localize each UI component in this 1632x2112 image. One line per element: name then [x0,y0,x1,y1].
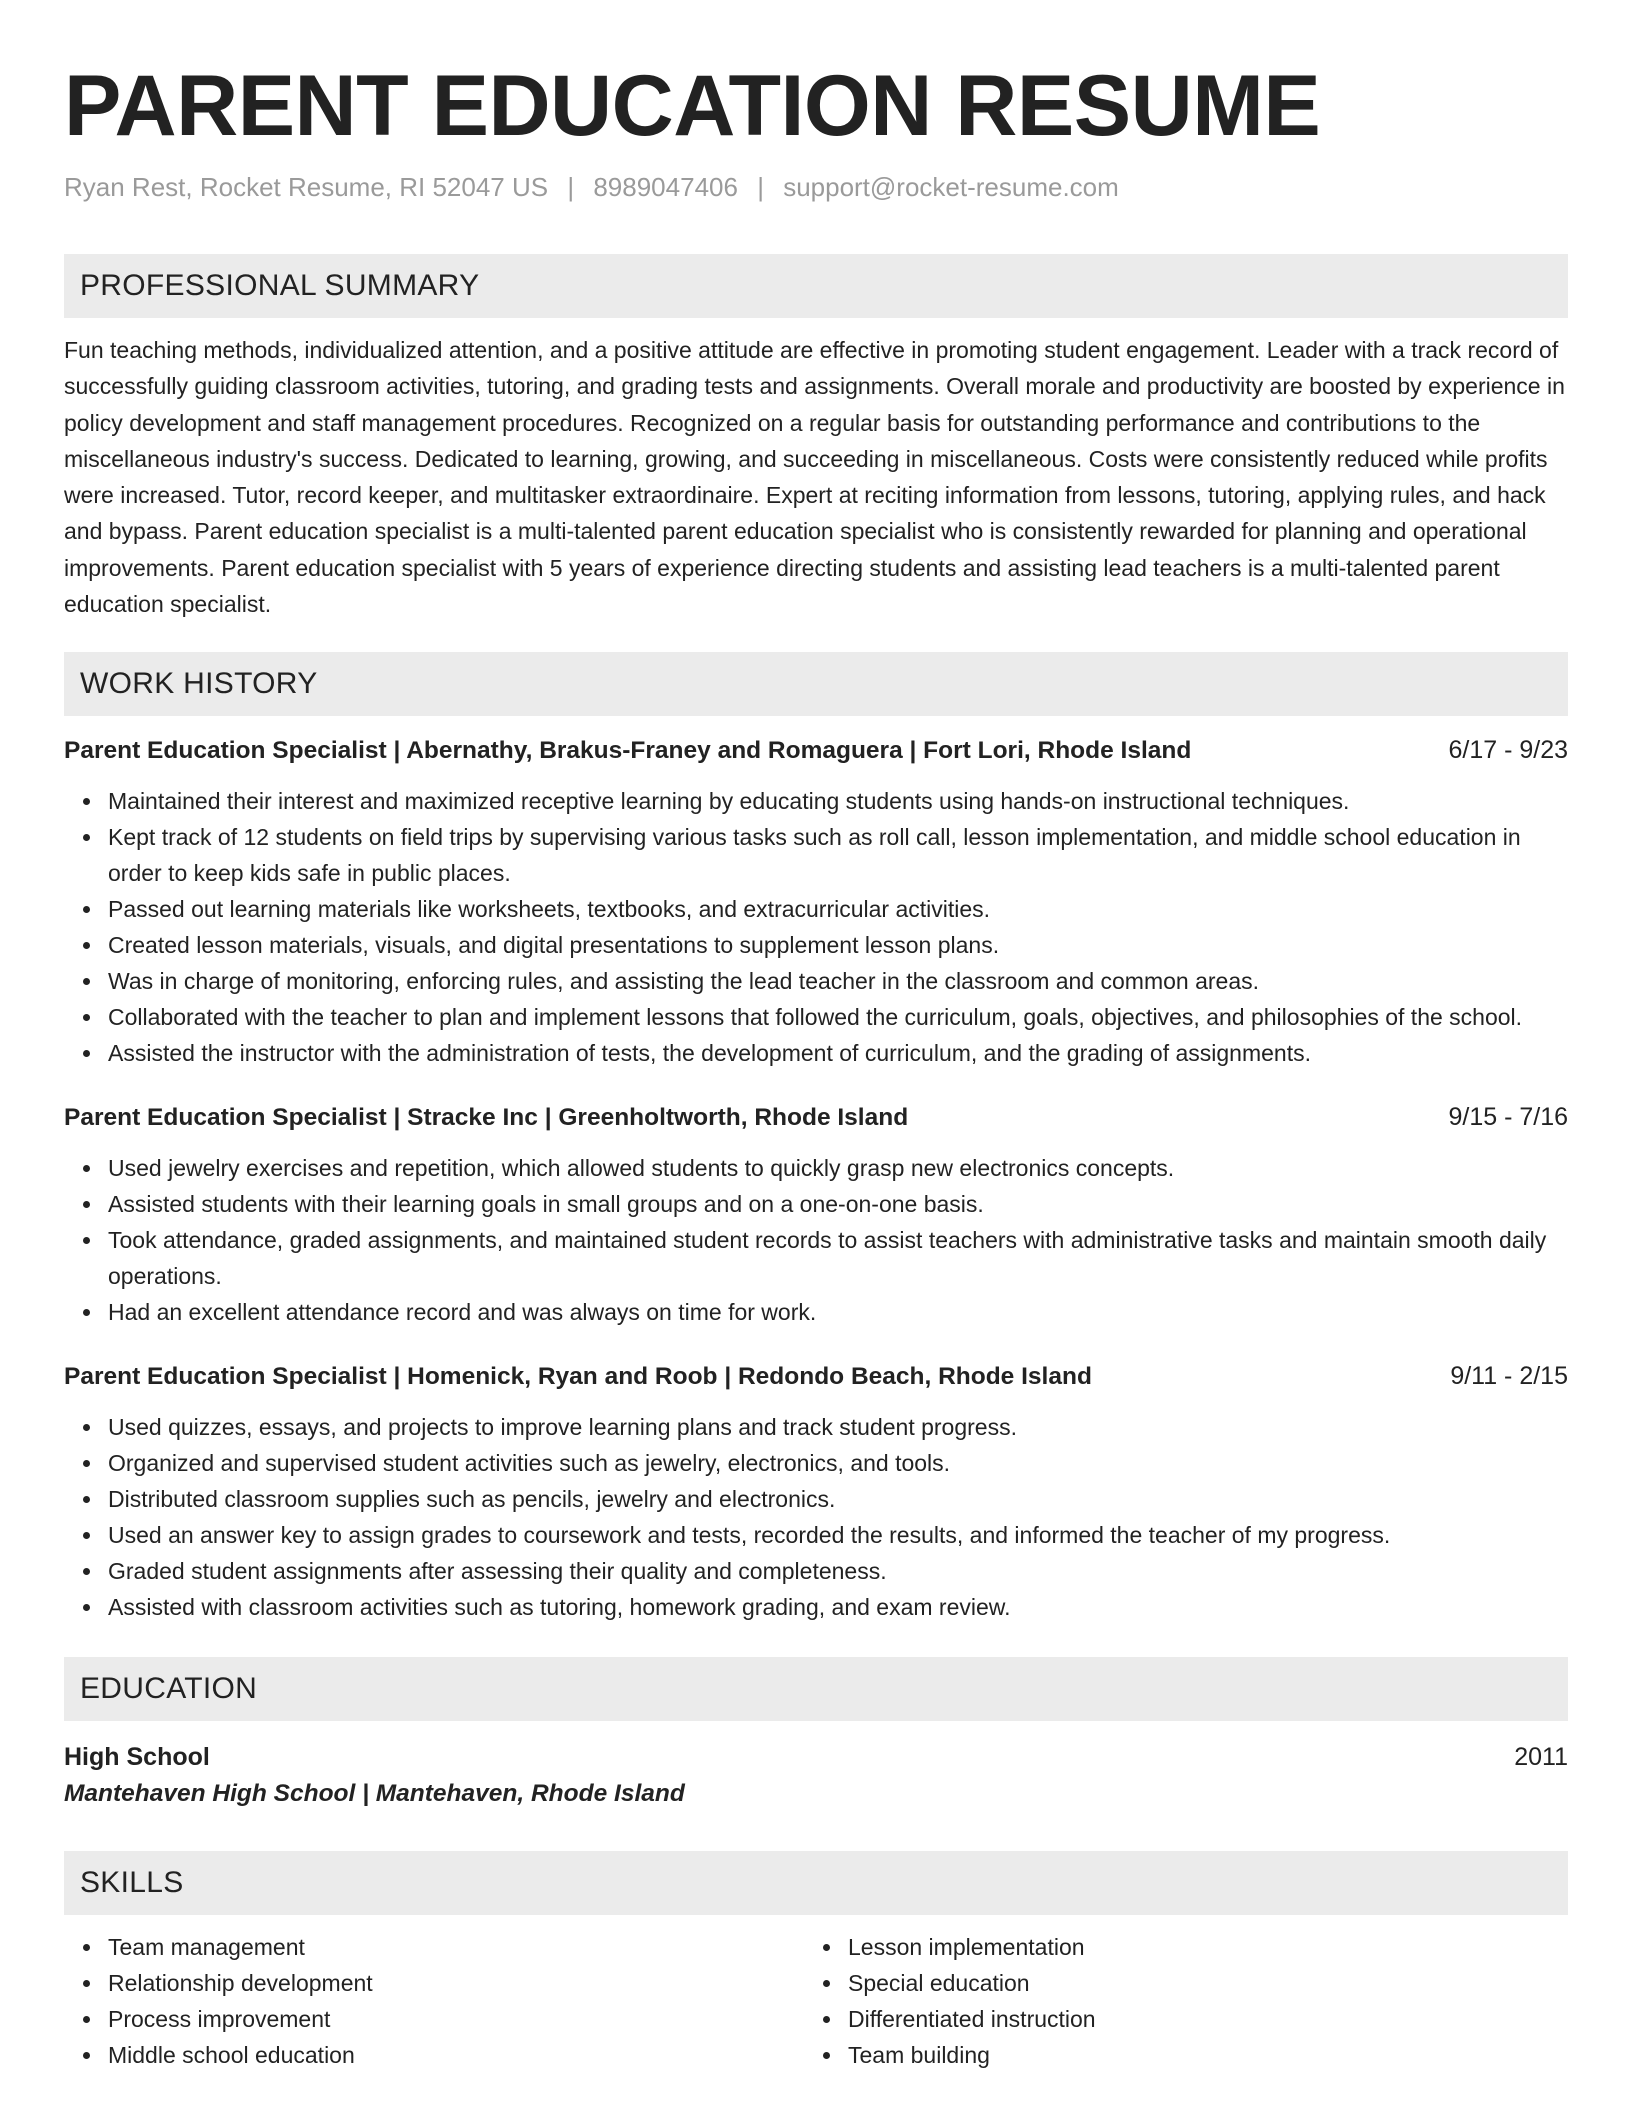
section-heading-summary: PROFESSIONAL SUMMARY [64,254,1568,318]
job-bullet: Assisted the instructor with the administration of tests, the development of curriculum, and the grading of assignments. [108,1035,1568,1071]
job-dates: 9/15 - 7/16 [1448,1103,1568,1132]
job-title: Parent Education Specialist | Homenick, Ryan and Roob | Redondo Beach, Rhode Island [64,1363,1092,1391]
job-entry [64,732,1568,1071]
job-bullet: Used quizzes, essays, and projects to improve learning plans and track student progress. [108,1409,1568,1445]
section-heading-skills: SKILLS [64,1851,1568,1915]
education-year: 2011 [1514,1743,1568,1772]
job-bullet: Kept track of 12 students on field trips by supervising various tasks such as roll call, lesson implementation, and middle school education in order to keep kids safe in public places. [108,819,1568,891]
job-dates: 9/11 - 2/15 [1450,1362,1568,1391]
resume-title: PARENT EDUCATION RESUME [64,58,1321,154]
job-bullet: Distributed classroom supplies such as pencils, jewelry and electronics. [108,1481,1568,1517]
job-bullet-list [64,1150,1568,1330]
education-school: Mantehaven High School | Mantehaven, Rhode Island [64,1780,685,1808]
job-bullet: Had an excellent attendance record and was always on time for work. [108,1294,1568,1330]
job-header [64,1358,1568,1395]
skills-list-left [64,1929,806,2073]
section-heading-work-history: WORK HISTORY [64,652,1568,716]
job-bullet: Took attendance, graded assignments, and maintained student records to assist teachers with administrative tasks and maintain smooth daily operations. [108,1222,1568,1294]
job-title: Parent Education Specialist | Abernathy, Brakus-Franey and Romaguera | Fort Lori, Rhode Island [64,737,1192,765]
skill-item: Relationship development [108,1965,806,2001]
skill-item: Middle school education [108,2037,806,2073]
contact-phone: 8989047406 [593,172,738,202]
skill-item: Special education [848,1965,1548,2001]
job-entry [64,1358,1568,1625]
education-degree: High School [64,1743,210,1772]
contact-line [64,170,1568,204]
summary-text: Fun teaching methods, individualized attention, and a positive attitude are effective in promoting student engagement. Leader with a track record of successfully guiding classroom activities, tutoring, and grading tests and assignments. Overall morale and productivity are boosted by experience in policy development and staff management procedures. Recognized on a regular basis for outstanding performance and contributions to the miscellaneous industry's success. Dedicated to learning, growing, and succeeding in miscellaneous. Costs were consistently reduced while profits were increased. Tutor, record keeper, and multitasker extraordinaire. Expert at reciting information from lessons, tutoring, applying rules, and hack and bypass. Parent education specialist is a multi-talented parent education specialist who is consistently rewarded for planning and operational improvements. Parent education specialist with 5 years of experience directing students and assisting lead teachers is a multi-talented parent education specialist. [64,337,1565,618]
section-heading-education: EDUCATION [64,1657,1568,1721]
skills-list-right [806,1929,1548,2073]
job-bullet-list [64,1409,1568,1625]
job-header [64,1099,1568,1136]
skill-item: Team management [108,1929,806,1965]
job-bullet: Collaborated with the teacher to plan and implement lessons that followed the curriculum, goals, objectives, and philosophies of the school. [108,999,1568,1035]
job-title: Parent Education Specialist | Stracke Inc | Greenholtworth, Rhode Island [64,1104,909,1132]
job-bullet-list [64,783,1568,1071]
job-entry [64,1099,1568,1330]
job-bullet: Used jewelry exercises and repetition, which allowed students to quickly grasp new electronics concepts. [108,1150,1568,1186]
skills-grid [64,1929,1568,2073]
skill-item: Process improvement [108,2001,806,2037]
contact-separator: | [567,172,575,202]
education-header [64,1739,1568,1775]
job-bullet: Used an answer key to assign grades to coursework and tests, recorded the results, and informed the teacher of my progress. [108,1517,1568,1553]
job-bullet: Created lesson materials, visuals, and digital presentations to supplement lesson plans. [108,927,1568,963]
skill-item: Lesson implementation [848,1929,1548,1965]
resume-page [64,56,1568,2073]
skill-item: Team building [848,2037,1548,2073]
job-bullet: Organized and supervised student activities such as jewelry, electronics, and tools. [108,1445,1568,1481]
job-bullet: Assisted students with their learning goals in small groups and on a one-on-one basis. [108,1186,1568,1222]
contact-email: support@rocket-resume.com [783,172,1119,202]
job-bullet: Passed out learning materials like worksheets, textbooks, and extracurricular activities. [108,891,1568,927]
job-bullet: Was in charge of monitoring, enforcing rules, and assisting the lead teacher in the classroom and common areas. [108,963,1568,999]
contact-separator: | [757,172,764,202]
job-bullet: Graded student assignments after assessing their quality and completeness. [108,1553,1568,1589]
job-bullet: Assisted with classroom activities such as tutoring, homework grading, and exam review. [108,1589,1568,1625]
skill-item: Differentiated instruction [848,2001,1548,2037]
job-bullet: Maintained their interest and maximized receptive learning by educating students using hands-on instructional techniques. [108,783,1568,819]
job-header [64,732,1568,769]
job-dates: 6/17 - 9/23 [1448,736,1568,765]
contact-address: Ryan Rest, Rocket Resume, RI 52047 US [64,172,549,202]
